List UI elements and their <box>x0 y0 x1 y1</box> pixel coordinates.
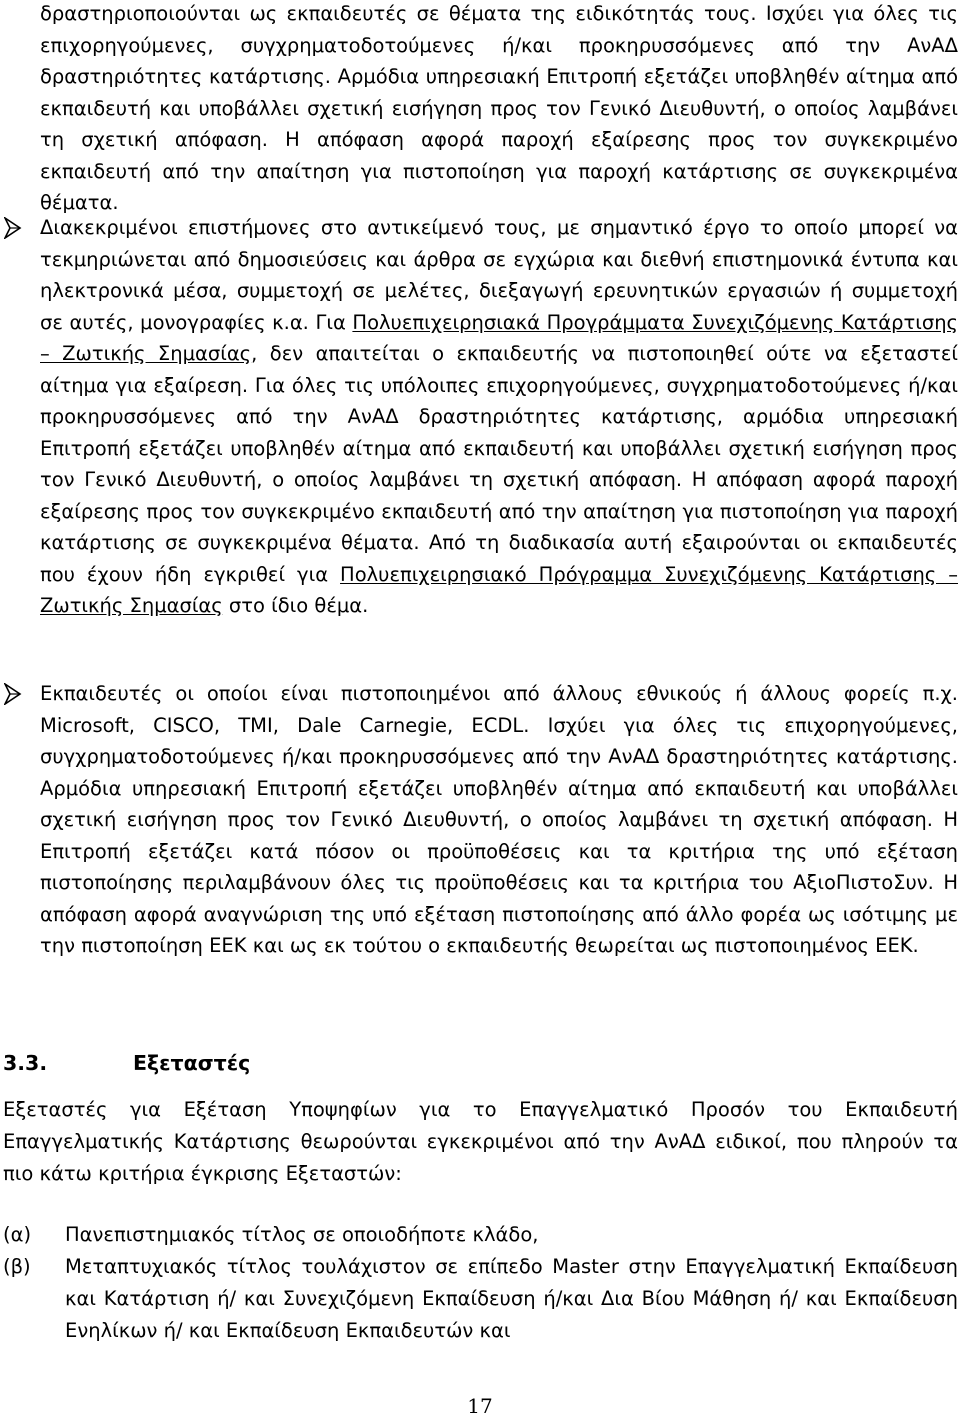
bullet-2-part2: , δεν απαιτείται ο εκπαιδευτής να πιστοποιηθεί ούτε να εξεταστεί αίτημα για εξαίρεση. Για όλες τις υπόλοιπες επιχορηγούμενες, συγχρηματοδοτούμενες ή/και προκηρυσσόμενες από την ΑνΑΔ δραστηριότητες κατάρτισης, αρμόδια υπηρεσιακή Επιτροπή εξετάζει υποβληθέν αίτημα από εκπαιδευτή και υποβάλλει σχετική εισήγηση προς τον Γενικό Διευθυντή, ο οποίος λαμβάνει τη σχετική απόφαση. Η απόφαση αφορά παροχή εξαίρεσης προς τον συγκεκριμένο εκπαιδευτή από την απαίτηση για πιστοποίηση για παροχή κατάρτισης σε συγκεκριμένα θέματα. Από τη διαδικασία αυτή εξαιρούνται οι εκπαιδευτές που έχουν ήδη εγκριθεί για <box>40 342 958 586</box>
bullet-2-underlined-program-name: Πολυεπιχειρησιακά Προγράμματα Συνεχιζόμενης Κατάρτισης – Ζωτικής Σημασίας <box>40 310 958 365</box>
criteria-label: (α) <box>3 1223 32 1246</box>
list-item <box>3 1219 958 1251</box>
arrowhead-bullet-icon <box>4 212 26 243</box>
bullet-continuation-paragraph <box>40 0 958 219</box>
section-title: Εξεταστές <box>133 1051 251 1075</box>
bullet-3-text: Εκπαιδευτές οι οποίοι είναι πιστοποιημένοι από άλλους εθνικούς ή άλλους φορείς π.χ. Microsoft, CISCO, TMI, Dale Carnegie, ECDL. Ισχύει για όλες τις επιχορηγούμενες, συγχρηματοδοτούμενες ή/και προκηρυσσόμενες από την ΑνΑΔ δραστηριότητες κατάρτισης. Αρμόδια υπηρεσιακή Επιτροπή εξετάζει υποβληθέν αίτημα από εκπαιδευτή και υποβάλλει σχετική εισήγηση προς τον Γενικό Διευθυντή, ο οποίος λαμβάνει τη σχετική απόφαση. Η Επιτροπή εξετάζει κατά πόσον οι προϋποθέσεις και τα κριτήρια της υπό εξέταση πιστοποίησης περιλαμβάνουν όλες τις προϋποθέσεις και τα κριτήρια του ΑξιοΠιστοΣυν. Η απόφαση αφορά αναγνώριση της υπό εξέταση πιστοποίησης από άλλο φορέα ως ισότιμης με την πιστοποίηση ΕΕΚ και ως εκ τούτου ο εκπαιδευτής θεωρείται ως πιστοποιημένος ΕΕΚ. <box>40 682 958 957</box>
bullet-2-part3: στο ίδιο θέμα. <box>222 594 369 617</box>
bullet-2-part1: Διακεκριμένοι επιστήμονες στο αντικείμενό τους, με σημαντικό έργο το οποίο μπορεί να τεκμηριώνεται από δημοσιεύσεις και άρθρα σε εγχώρια και διεθνή επιστημονικά έντυπα και ηλεκτρονικά μέσα, συμμετοχή σε μελέτες, διεξαγωγή ερευνητικών εργασιών ή συμμετοχή σε αυτές, μονογραφίες κ.α. Για <box>40 216 958 334</box>
continuation-paragraph-text: δραστηριοποιούνται ως εκπαιδευτές σε θέματα της ειδικότητάς τους. Ισχύει για όλες τις επιχορηγούμενες, συγχρηματοδοτούμενες ή/και προκηρυσσόμενες από την ΑνΑΔ δραστηριότητες κατάρτισης. Αρμόδια υπηρεσιακή Επιτροπή εξετάζει υποβληθέν αίτημα από εκπαιδευτή και υποβάλλει σχετική εισήγηση προς τον Γενικό Διευθυντή, ο οποίος λαμβάνει τη σχετική απόφαση. Η απόφαση αφορά παροχή εξαίρεσης προς τον συγκεκριμένο εκπαιδευτή από την απαίτηση για πιστοποίηση για παροχή κατάρτισης σε συγκεκριμένα θέματα. <box>40 2 958 214</box>
page-number: 17 <box>467 1394 493 1418</box>
criteria-label: (β) <box>3 1255 31 1278</box>
section-heading <box>0 1046 960 1080</box>
criteria-text: Μεταπτυχιακός τίτλος τουλάχιστον σε επίπεδο Master στην Επαγγελματική Εκπαίδευση και Κατάρτιση ή/ και Συνεχιζόμενη Εκπαίδευση ή/και Δια Βίου Μάθηση ή/ και Εκπαίδευση Ενηλίκων ή/ και Εκπαίδευση Εκπαιδευτών και <box>65 1255 958 1342</box>
list-item <box>3 1251 958 1347</box>
criteria-text: Πανεπιστημιακός τίτλος σε οποιοδήποτε κλάδο, <box>65 1223 539 1246</box>
section-number: 3.3. <box>3 1051 48 1075</box>
criteria-list <box>3 1219 958 1347</box>
bullet-item-distinguished-scientists <box>40 212 958 622</box>
arrowhead-bullet-icon <box>4 678 26 709</box>
bullet-2-text <box>40 212 958 622</box>
bullet-item-certified-trainers <box>40 678 958 962</box>
bullet-2-underlined-program-name-2: Πολυεπιχειρησιακό Πρόγραμμα Συνεχιζόμενης Κατάρτισης – Ζωτικής Σημασίας <box>40 562 958 617</box>
intro-paragraph: Εξεταστές για Εξέταση Υποψηφίων για το Επαγγελματικό Προσόν του Εκπαιδευτή Επαγγελματικής Κατάρτισης θεωρούνται εγκεκριμένοι από την ΑνΑΔ ειδικοί, που πληρούν τα πιο κάτω κριτήρια έγκρισης Εξεταστών: <box>3 1098 958 1185</box>
